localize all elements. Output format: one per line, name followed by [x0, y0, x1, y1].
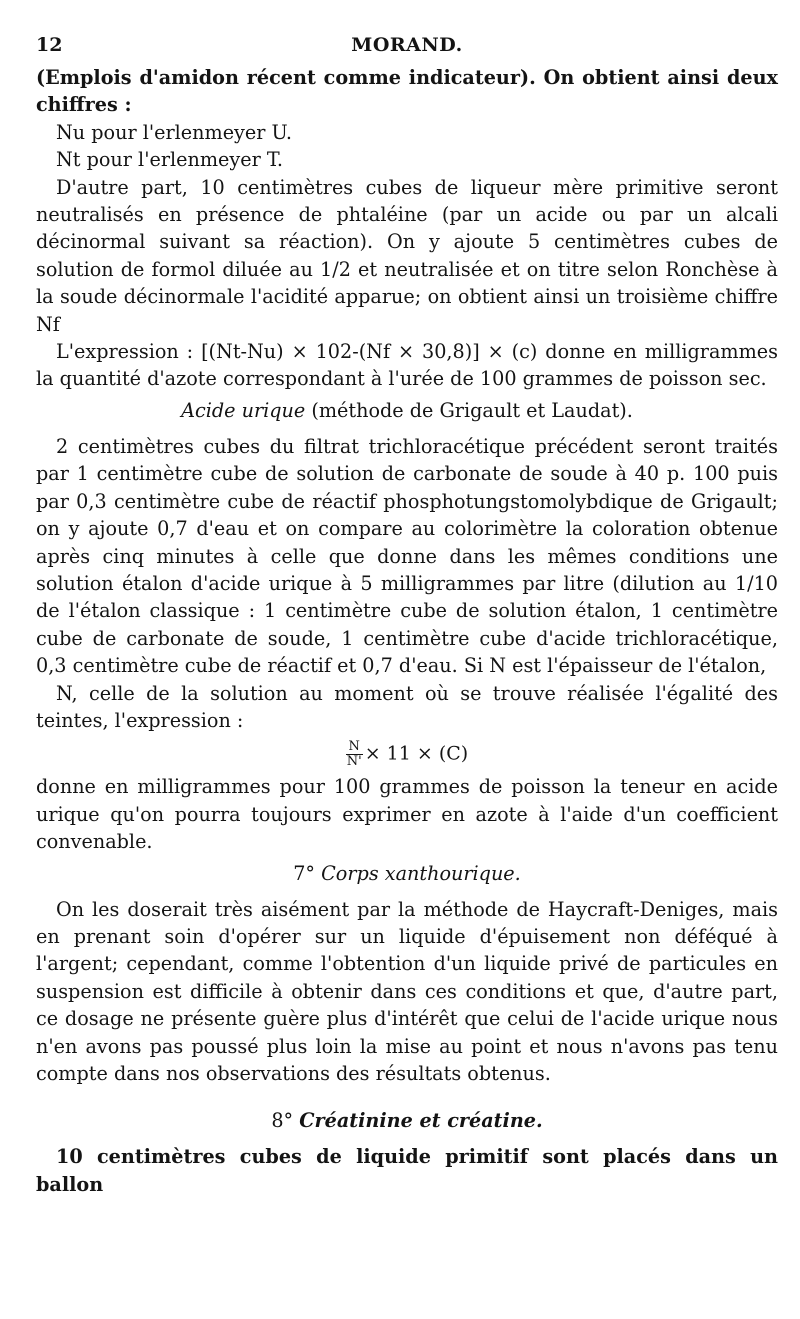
heading-corps-xanthourique [36, 860, 778, 888]
page-number: 12 [36, 34, 63, 56]
paragraph-formol: D'autre part, 10 centimètres cubes de liqueur mère primitive seront neutralisés en présence de phtaléine (par un acide ou par un alcali décinormal suivant sa réaction). On y ajoute 5 centimètres cubes de solution de formol diluée au 1/2 et neutralisée et on titre selon Ronchèse à la soude décinormale l'acidité apparue; on obtient ainsi un troisième chiffre Nf [36, 175, 778, 336]
running-header [36, 34, 778, 64]
formula-denominator: N' [346, 754, 362, 770]
heading-acide-urique [36, 397, 778, 425]
paragraph-indicator: (Emplois d'amidon récent comme indicateur). On obtient ainsi deux chiffres : [36, 66, 778, 117]
heading-creatinine-title: Créatinine et créatine. [299, 1109, 543, 1133]
paragraph-xanthic: On les doserait très aisément par la méthode de Haycraft-Deniges, mais en prenant soin d'opérer sur un liquide d'épuisement non déféqué à l'argent; cependant, comme l'obtention d'un liquide privé de particules en suspension est difficile à obtenir dans ces conditions et que, d'autre part, ce dosage ne présente guère plus d'intérêt que celui de l'acide urique nous n'en avons pas poussé plus loin la mise au point et nous n'avons pas tenu compte dans nos observations des résultats obtenus. [36, 897, 778, 1085]
heading-acide-urique-method: (méthode de Grigault et Laudat). [305, 398, 633, 422]
paragraph-uric-expression: N, celle de la solution au moment où se trouve réalisée l'égalité des teintes, l'expression : [36, 681, 778, 732]
heading-acide-urique-title: Acide urique [181, 398, 306, 422]
formula-uric [36, 740, 778, 769]
paragraph-expression: L'expression : [(Nt-Nu) × 102-(Nf × 30,8)] × (c) donne en milligrammes la quantité d'azote correspondant à l'urée de 100 grammes de poisson sec. [36, 340, 778, 391]
heading-xanthic-number: 7° [293, 861, 322, 885]
formula-fraction [346, 740, 363, 769]
paragraph-uric-procedure: 2 centimètres cubes du filtrat trichloracétique précédent seront traités par 1 centimètre cube de solution de carbonate de soude à 40 p. 100 puis par 0,3 centimètre cube de réactif phosphotungstomolybdique de Grigault; on y ajoute 0,7 d'eau et on compare au colorimètre la coloration obtenue après cinq minutes à celle que donne dans les mêmes conditions une solution étalon d'acide urique à 5 milligrammes par litre (dilution au 1/10 de l'étalon classique : 1 centimètre cube de solution étalon, 1 centimètre cube de carbonate de soude, 1 centimètre cube d'acide trichloracétique, 0,3 centimètre cube de réactif et 0,7 d'eau. Si N est l'épaisseur de l'étalon, [36, 434, 778, 678]
paragraph-uric-result: donne en milligrammes pour 100 grammes de poisson la teneur en acide urique qu'on pourra toujours exprimer en azote à l'aide d'un coefficient convenable. [36, 775, 778, 854]
heading-xanthic-title: Corps xanthourique. [321, 861, 521, 885]
formula-numerator: N [346, 740, 363, 755]
heading-creatinine-number: 8° [271, 1109, 300, 1133]
nu-line: Nu pour l'erlenmeyer U. [56, 120, 293, 144]
nt-line: Nt pour l'erlenmeyer T. [56, 148, 283, 172]
paragraph-creatinine: 10 centimètres cubes de liquide primitif sont placés dans un ballon [36, 1145, 778, 1196]
heading-creatinine [36, 1107, 778, 1135]
document-page [36, 34, 778, 1198]
running-title: MORAND. [351, 34, 463, 56]
formula-rest: × 11 × (C) [364, 742, 469, 765]
